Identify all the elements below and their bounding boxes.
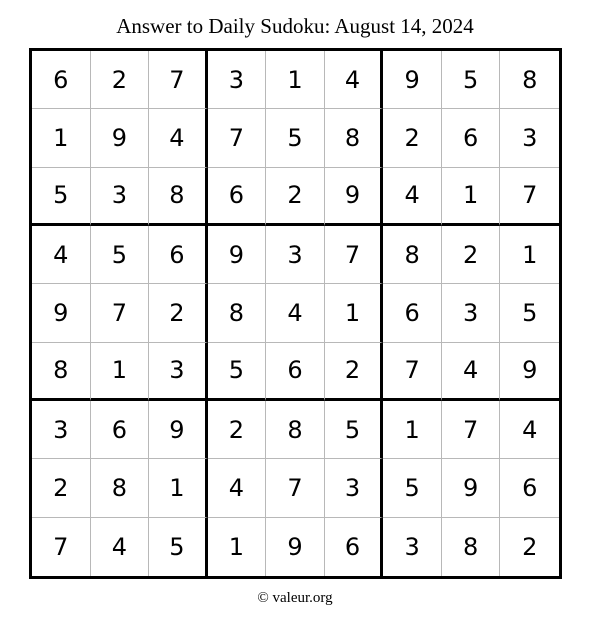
sudoku-cell: 5: [91, 226, 150, 284]
sudoku-cell: 4: [266, 284, 325, 342]
copyright-footer: © valeur.org: [257, 590, 333, 606]
sudoku-cell: 7: [325, 226, 384, 284]
sudoku-cell: 9: [149, 401, 208, 459]
sudoku-cell: 5: [208, 343, 267, 401]
sudoku-cell: 1: [442, 168, 501, 226]
sudoku-cell: 7: [500, 168, 559, 226]
sudoku-cell: 9: [325, 168, 384, 226]
sudoku-cell: 4: [383, 168, 442, 226]
sudoku-cell: 1: [32, 109, 91, 167]
sudoku-cell: 5: [149, 518, 208, 576]
sudoku-cell: 2: [522, 532, 538, 561]
sudoku-cell: 3: [500, 109, 559, 167]
sudoku-cell: 8: [208, 284, 267, 342]
sudoku-cell: 2: [266, 168, 325, 226]
sudoku-cell: 8: [325, 109, 384, 167]
sudoku-cell: 1: [149, 459, 208, 517]
sudoku-cell: 1: [500, 226, 559, 284]
sudoku-cell: 4: [32, 226, 91, 284]
sudoku-cell: 8: [442, 518, 501, 576]
sudoku-cell: 9: [500, 343, 559, 401]
sudoku-cell: 3: [442, 284, 501, 342]
sudoku-cell: 8: [266, 401, 325, 459]
sudoku-cell: 8: [383, 226, 442, 284]
sudoku-cell: 5: [500, 284, 559, 342]
sudoku-cell: 4: [500, 401, 559, 459]
sudoku-cell: 6: [500, 459, 559, 517]
sudoku-cell: 4: [208, 459, 267, 517]
sudoku-cell: 6: [442, 109, 501, 167]
sudoku-cell: 2: [208, 401, 267, 459]
sudoku-cell: 6: [32, 51, 91, 109]
sudoku-cell: 5: [325, 401, 384, 459]
sudoku-cell: 2: [32, 459, 91, 517]
sudoku-cell: 7: [266, 459, 325, 517]
sudoku-cell: 8: [149, 168, 208, 226]
sudoku-cell: 7: [442, 401, 501, 459]
sudoku-cell: 2: [91, 51, 150, 109]
sudoku-cell: 9: [442, 459, 501, 517]
sudoku-cell: 3: [149, 343, 208, 401]
sudoku-cell: 3: [91, 168, 150, 226]
sudoku-cell: 4: [325, 51, 384, 109]
puzzle-title: Answer to Daily Sudoku: August 14, 2024: [116, 14, 474, 38]
sudoku-cell: 9: [32, 284, 91, 342]
sudoku-cell: 8: [500, 51, 559, 109]
sudoku-board: [29, 48, 562, 579]
sudoku-cell: 3: [208, 51, 267, 109]
sudoku-cell: 1: [208, 518, 267, 576]
sudoku-cell: 9: [266, 518, 325, 576]
sudoku-cell: 6: [325, 518, 384, 576]
sudoku-cell: 2: [325, 343, 384, 401]
sudoku-cell: 9: [208, 226, 267, 284]
sudoku-cell: 8: [91, 459, 150, 517]
sudoku-cell: 6: [208, 168, 267, 226]
sudoku-cell: 2: [383, 109, 442, 167]
sudoku-cell: 6: [383, 284, 442, 342]
sudoku-cell: 1: [383, 401, 442, 459]
sudoku-cell: 3: [266, 226, 325, 284]
sudoku-cell: 9: [91, 109, 150, 167]
sudoku-cell: 6: [149, 226, 208, 284]
sudoku-cell: 7: [149, 51, 208, 109]
sudoku-cell: 1: [91, 343, 150, 401]
sudoku-cell: 2: [149, 284, 208, 342]
sudoku-cell: 1: [266, 51, 325, 109]
sudoku-cell: 4: [91, 518, 150, 576]
sudoku-cell: 6: [91, 401, 150, 459]
sudoku-cell: 9: [383, 51, 442, 109]
sudoku-cell: 7: [208, 109, 267, 167]
sudoku-cell: 5: [442, 51, 501, 109]
sudoku-cell: 6: [266, 343, 325, 401]
sudoku-cell: 5: [383, 459, 442, 517]
sudoku-cell: 5: [32, 168, 91, 226]
sudoku-cell: 7: [383, 343, 442, 401]
sudoku-cell: 3: [383, 518, 442, 576]
sudoku-cell: 3: [32, 401, 91, 459]
sudoku-cell: 7: [91, 284, 150, 342]
sudoku-cell: 7: [32, 518, 91, 576]
sudoku-cell: 4: [442, 343, 501, 401]
sudoku-cell: 1: [325, 284, 384, 342]
sudoku-cell: 5: [266, 109, 325, 167]
sudoku-cell: 8: [32, 343, 91, 401]
sudoku-cell: 3: [325, 459, 384, 517]
sudoku-cell: 2: [442, 226, 501, 284]
sudoku-cell: 4: [149, 109, 208, 167]
